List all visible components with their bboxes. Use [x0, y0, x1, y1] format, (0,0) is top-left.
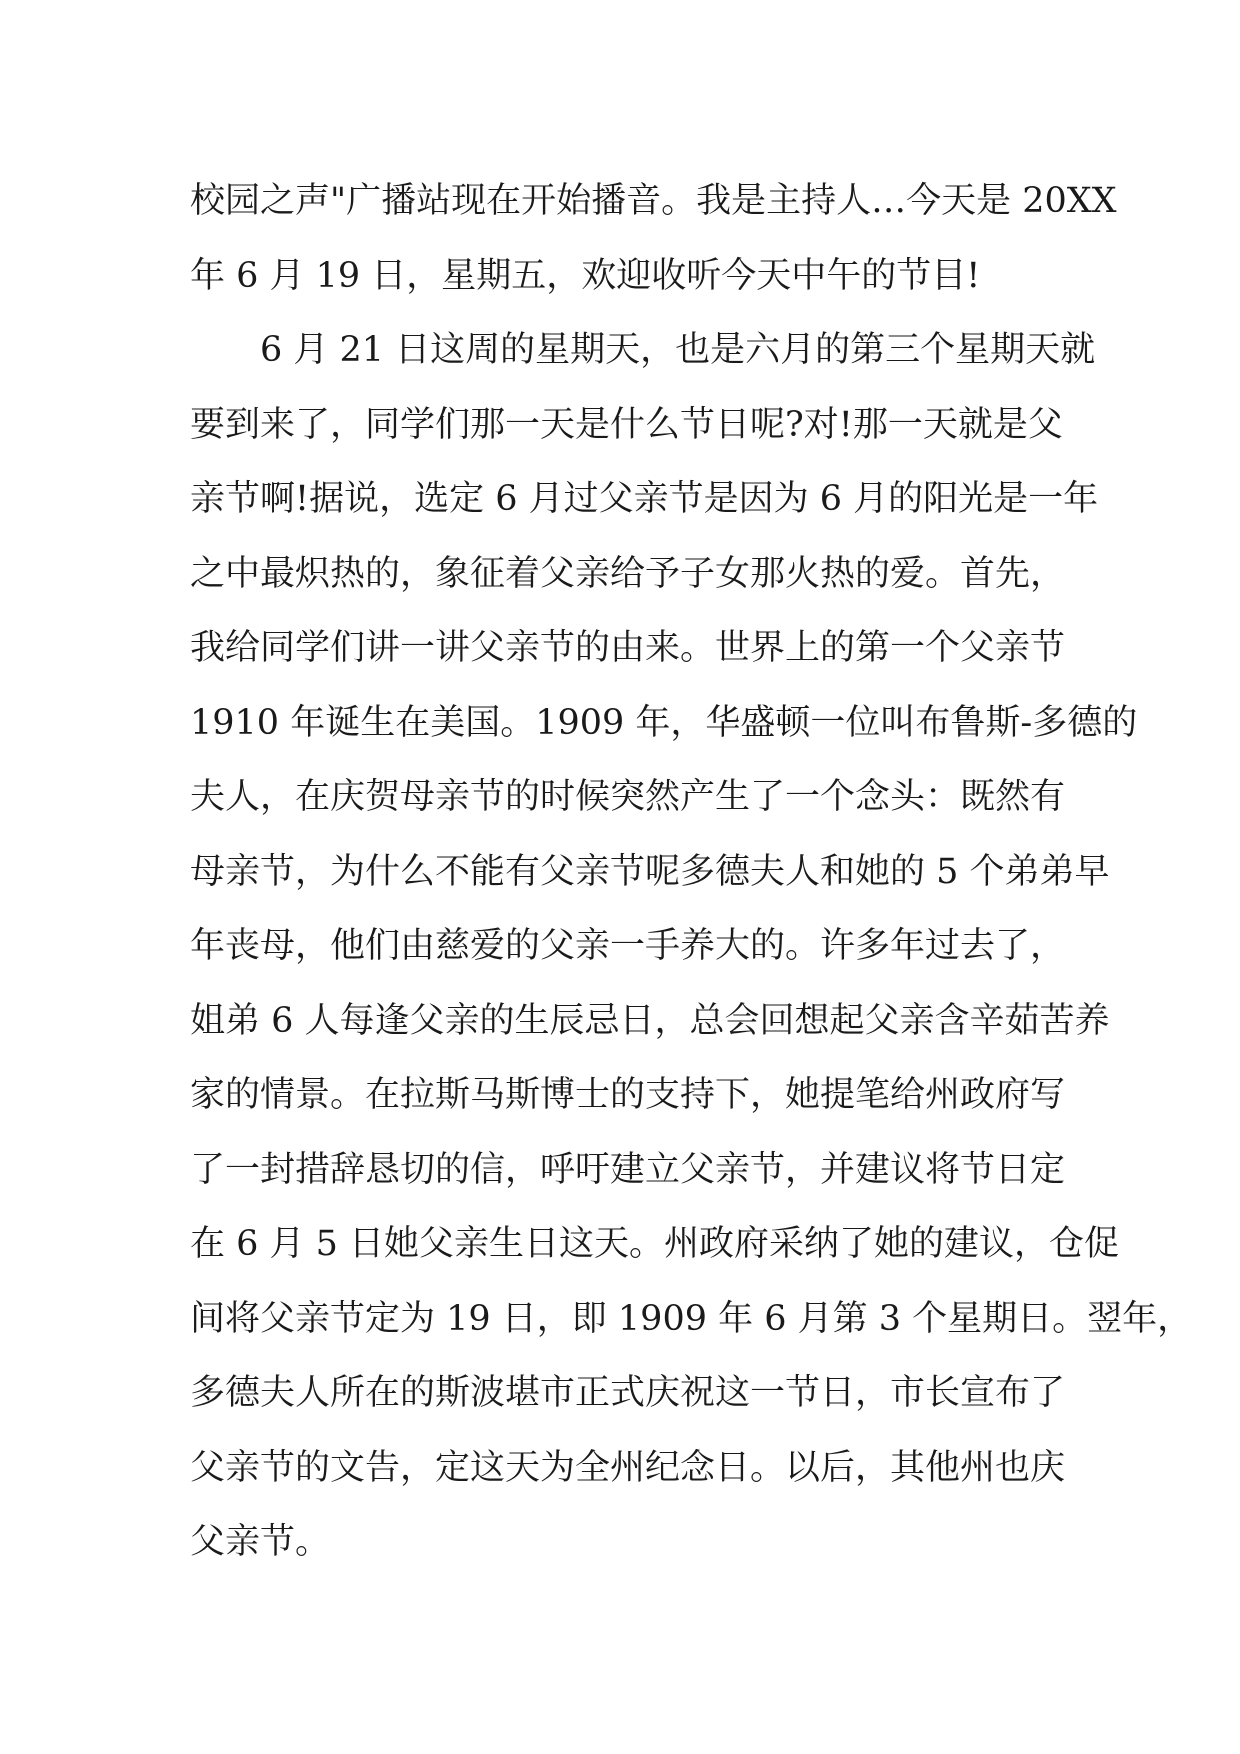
- text-line: 6 月 21 日这周的星期天，也是六月的第三个星期天就: [190, 330, 1096, 370]
- text-line: 姐弟 6 人每逢父亲的生辰忌日，总会回想起父亲含辛茹苦养: [190, 1000, 1110, 1041]
- text-line: 之中最炽热的，象征着父亲给予子女那火热的爱。首先，: [190, 553, 1066, 594]
- text-line: 在 6 月 5 日她父亲生日这天。州政府采纳了她的建议，仓促: [190, 1224, 1120, 1264]
- text-line: 多德夫人所在的斯波堪市正式庆祝这一节日，市长宣布了: [190, 1373, 1066, 1413]
- text-line: 年 6 月 19 日，星期五，欢迎收听今天中午的节目!: [190, 255, 981, 296]
- text-line: 间将父亲节定为 19 日，即 1909 年 6 月第 3 个星期日。翌年，: [190, 1298, 1193, 1339]
- text-line: 1910 年诞生在美国。1909 年，华盛顿一位叫布鲁斯-多德的: [190, 702, 1138, 743]
- text-line: 夫人，在庆贺母亲节的时候突然产生了一个念头：既然有: [190, 777, 1066, 817]
- text-line: 家的情景。在拉斯马斯博士的支持下，她提笔给州政府写: [190, 1075, 1066, 1115]
- paragraph-2: [190, 313, 1193, 1580]
- text-line: 要到来了，同学们那一天是什么节日呢?对!那一天就是父: [190, 404, 1063, 445]
- text-line: 我给同学们讲一讲父亲节的由来。世界上的第一个父亲节: [190, 628, 1066, 668]
- text-line: 母亲节，为什么不能有父亲节呢多德夫人和她的 5 个弟弟早: [190, 851, 1110, 892]
- text-line: 了一封措辞恳切的信，呼吁建立父亲节，并建议将节日定: [190, 1149, 1066, 1190]
- text-line: 校园之声"广播站现在开始播音。我是主持人…今天是 20XX: [190, 181, 1117, 221]
- text-line: 父亲节。: [190, 1522, 331, 1562]
- text-line: 年丧母，他们由慈爱的父亲一手养大的。许多年过去了，: [190, 926, 1066, 966]
- text-line: 父亲节的文告，定这天为全州纪念日。以后，其他州也庆: [190, 1447, 1066, 1488]
- text-line: 亲节啊!据说，选定 6 月过父亲节是因为 6 月的阳光是一年: [190, 479, 1099, 519]
- paragraph-1: [190, 164, 1117, 313]
